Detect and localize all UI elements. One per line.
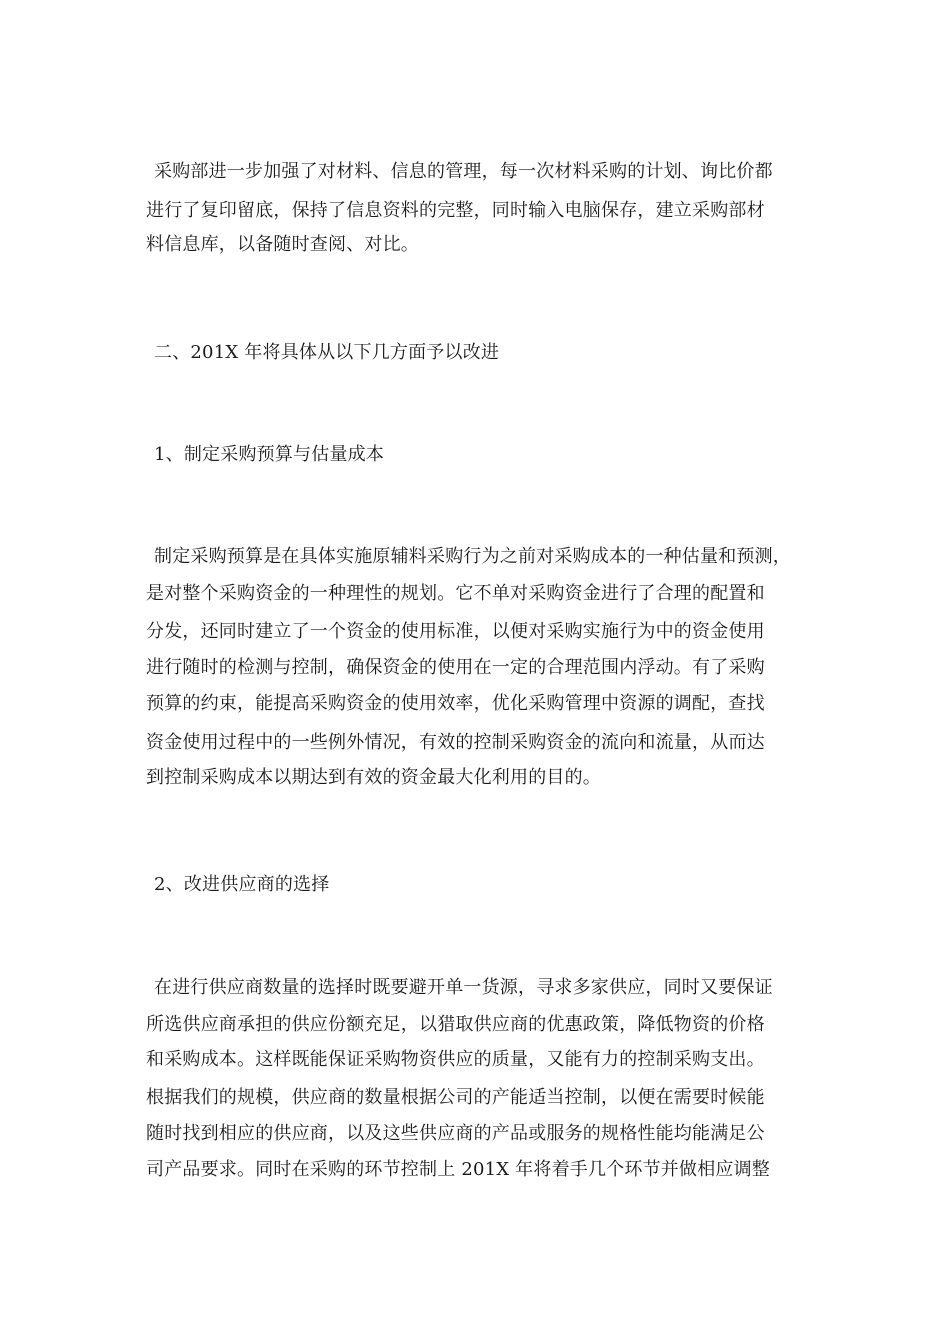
paragraph-2-line-1: 制定采购预算是在具体实施原辅料采购行为之前对采购成本的一种估量和预测， bbox=[154, 546, 791, 567]
paragraph-3-line-2: 所选供应商承担的供应份额充足，以猎取供应商的优惠政策，降低物资的价格 bbox=[146, 1014, 765, 1035]
paragraph-1-line-3: 料信息库，以备随时查阅、对比。 bbox=[146, 234, 419, 255]
paragraph-3-line-6: 司产品要求。同时在采购的环节控制上 201X 年将着手几个环节并做相应调整 bbox=[146, 1159, 771, 1180]
paragraph-1-line-1: 采购部进一步加强了对材料、信息的管理，每一次材料采购的计划、询比价都 bbox=[154, 161, 773, 182]
paragraph-1-line-2: 进行了复印留底，保持了信息资料的完整，同时输入电脑保存，建立采购部材 bbox=[146, 200, 765, 221]
subheading-suppliers: 2、改进供应商的选择 bbox=[154, 874, 330, 895]
paragraph-3-line-4: 根据我们的规模，供应商的数量根据公司的产能适当控制，以便在需要时候能 bbox=[146, 1087, 765, 1108]
paragraph-2-line-4: 进行随时的检测与控制，确保资金的使用在一定的合理范围内浮动。有了采购 bbox=[146, 657, 765, 678]
paragraph-3-line-1: 在进行供应商数量的选择时既要避开单一货源，寻求多家供应，同时又要保证 bbox=[154, 977, 773, 998]
subheading-budget: 1、制定采购预算与估量成本 bbox=[154, 444, 385, 465]
paragraph-2-line-5: 预算的约束，能提高采购资金的使用效率，优化采购管理中资源的调配，查找 bbox=[146, 693, 765, 714]
paragraph-3-line-3: 和采购成本。这样既能保证采购物资供应的质量，又能有力的控制采购支出。 bbox=[146, 1049, 765, 1070]
paragraph-2-line-7: 到控制采购成本以期达到有效的资金最大化利用的目的。 bbox=[146, 767, 601, 788]
section-heading: 二、201X 年将具体从以下几方面予以改进 bbox=[154, 342, 500, 363]
paragraph-2-line-6: 资金使用过程中的一些例外情况，有效的控制采购资金的流向和流量，从而达 bbox=[146, 732, 765, 753]
paragraph-2-line-2: 是对整个采购资金的一种理性的规划。它不单对采购资金进行了合理的配置和 bbox=[146, 583, 765, 604]
paragraph-3-line-5: 随时找到相应的供应商，以及这些供应商的产品或服务的规格性能均能满足公 bbox=[146, 1123, 765, 1144]
paragraph-2-line-3: 分发，还同时建立了一个资金的使用标准，以便对采购实施行为中的资金使用 bbox=[146, 621, 765, 642]
